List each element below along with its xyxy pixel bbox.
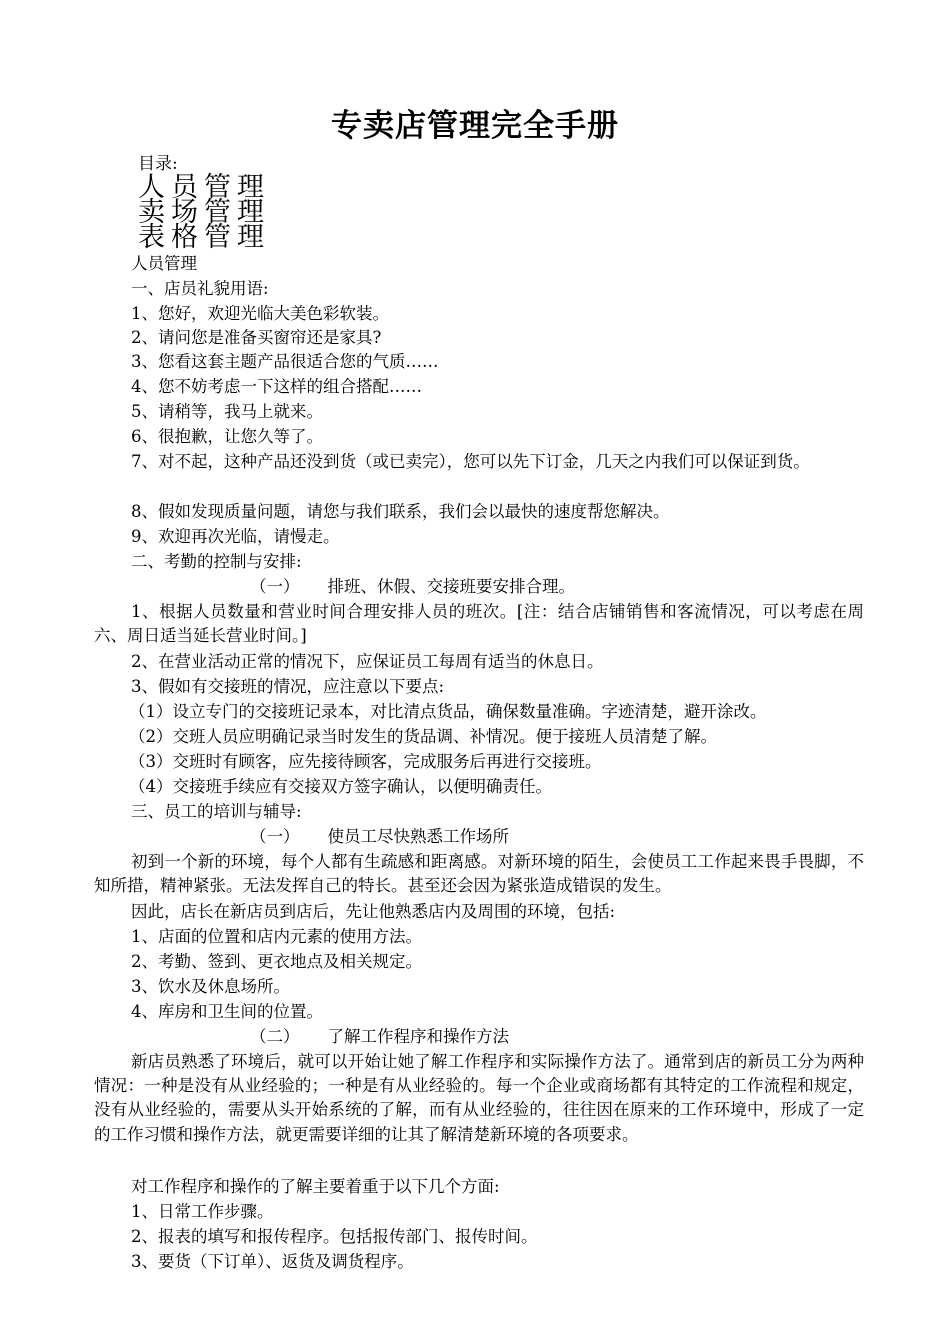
list-item: （1）设立专门的交接班记录本，对比清点货品，确保数量准确。字迹清楚，避开涂改。 bbox=[129, 702, 767, 721]
subsection-number: （二） bbox=[250, 1027, 300, 1046]
list-item: 2、考勤、签到、更衣地点及相关规定。 bbox=[131, 952, 422, 971]
list-item: 9、欢迎再次光临，请慢走。 bbox=[131, 527, 340, 546]
paragraph: 1、根据人员数量和营业时间合理安排人员的班次。[注：结合店铺销售和客流情况，可以考虑在周六、周日适当延长营业时间。] bbox=[94, 602, 864, 646]
list-item: 3、您看这套主题产品很适合您的气质…… bbox=[131, 352, 439, 371]
list-item: （3）交班时有顾客，应先接待顾客，完成服务后再进行交接班。 bbox=[129, 752, 602, 771]
paragraph: 对工作程序和操作的了解主要着重于以下几个方面: bbox=[131, 1177, 500, 1196]
paragraph: 新店员熟悉了环境后，就可以开始让她了解工作程序和实际操作方法了。通常到店的新员工分为两种情况：一种是没有从业经验的；一种是有从业经验的。每一个企业或商场都有其特定的工作流程和规定，没有从业经验的，需要从头开始系统的了解，而有从业经验的，往往因在原来的工作环境中，形成了一定的工作习惯和操作方法，就更需要详细的让其了解清楚新环境的各项要求。 bbox=[94, 1052, 864, 1144]
paragraph: 初到一个新的环境，每个人都有生疏感和距离感。对新环境的陌生，会使员工工作起来畏手畏脚，不知所措，精神紧张。无法发挥自己的特长。甚至还会因为紧张造成错误的发生。 bbox=[94, 852, 864, 896]
training-heading: 三、员工的培训与辅导: bbox=[131, 802, 302, 821]
list-item: 4、您不妨考虑一下这样的组合搭配…… bbox=[131, 377, 422, 396]
list-item: 8、假如发现质量问题，请您与我们联系，我们会以最快的速度帮您解决。 bbox=[131, 502, 670, 521]
list-item: 5、请稍等，我马上就来。 bbox=[131, 402, 323, 421]
subsection-number: （一） bbox=[250, 827, 300, 846]
list-item: 2、请问您是准备买窗帘还是家具? bbox=[131, 328, 382, 347]
list-item: 1、店面的位置和店内元素的使用方法。 bbox=[131, 927, 422, 946]
list-item: 2、报表的填写和报传程序。包括报传部门、报传时间。 bbox=[131, 1227, 538, 1246]
section-title: 人员管理 bbox=[131, 254, 197, 273]
subsection-title: 排班、休假、交接班要安排合理。 bbox=[327, 577, 575, 596]
paragraph: 3、假如有交接班的情况，应注意以下要点: bbox=[131, 677, 445, 696]
subsection-heading bbox=[250, 1025, 509, 1049]
list-item: 3、要货（下订单）、返货及调货程序。 bbox=[131, 1252, 414, 1271]
subsection-title: 使员工尽快熟悉工作场所 bbox=[327, 827, 509, 846]
etiquette-heading: 一、店员礼貌用语: bbox=[131, 279, 269, 298]
subsection-heading bbox=[250, 575, 575, 599]
list-item: 4、库房和卫生间的位置。 bbox=[131, 1002, 323, 1021]
list-item: 1、日常工作步骤。 bbox=[131, 1202, 274, 1221]
list-item: 7、对不起，这种产品还没到货（或已卖完），您可以先下订金，几天之内我们可以保证到货。 bbox=[131, 452, 810, 471]
subsection-number: （一） bbox=[250, 577, 300, 596]
list-item: 1、您好，欢迎光临大美色彩软装。 bbox=[131, 304, 389, 323]
list-item: 6、很抱歉，让您久等了。 bbox=[131, 427, 323, 446]
toc-label: 目录: bbox=[138, 154, 178, 174]
toc-item-sales-floor: 卖场管理 bbox=[138, 197, 270, 228]
document-title: 专卖店管理完全手册 bbox=[331, 108, 619, 144]
toc-item-personnel: 人员管理 bbox=[138, 172, 270, 203]
list-item: （4）交接班手续应有交接双方签字确认，以便明确责任。 bbox=[129, 777, 552, 796]
toc-item-forms: 表格管理 bbox=[138, 222, 270, 253]
subsection-heading bbox=[250, 825, 509, 849]
attendance-heading: 二、考勤的控制与安排: bbox=[131, 552, 302, 571]
paragraph: 因此，店长在新店员到店后，先让他熟悉店内及周围的环境，包括: bbox=[131, 902, 616, 921]
paragraph: 2、在营业活动正常的情况下，应保证员工每周有适当的休息日。 bbox=[131, 652, 604, 671]
list-item: 3、饮水及休息场所。 bbox=[131, 977, 290, 996]
subsection-title: 了解工作程序和操作方法 bbox=[327, 1027, 509, 1046]
list-item: （2）交班人员应明确记录当时发生的货品调、补情况。便于接班人员清楚了解。 bbox=[129, 727, 717, 746]
